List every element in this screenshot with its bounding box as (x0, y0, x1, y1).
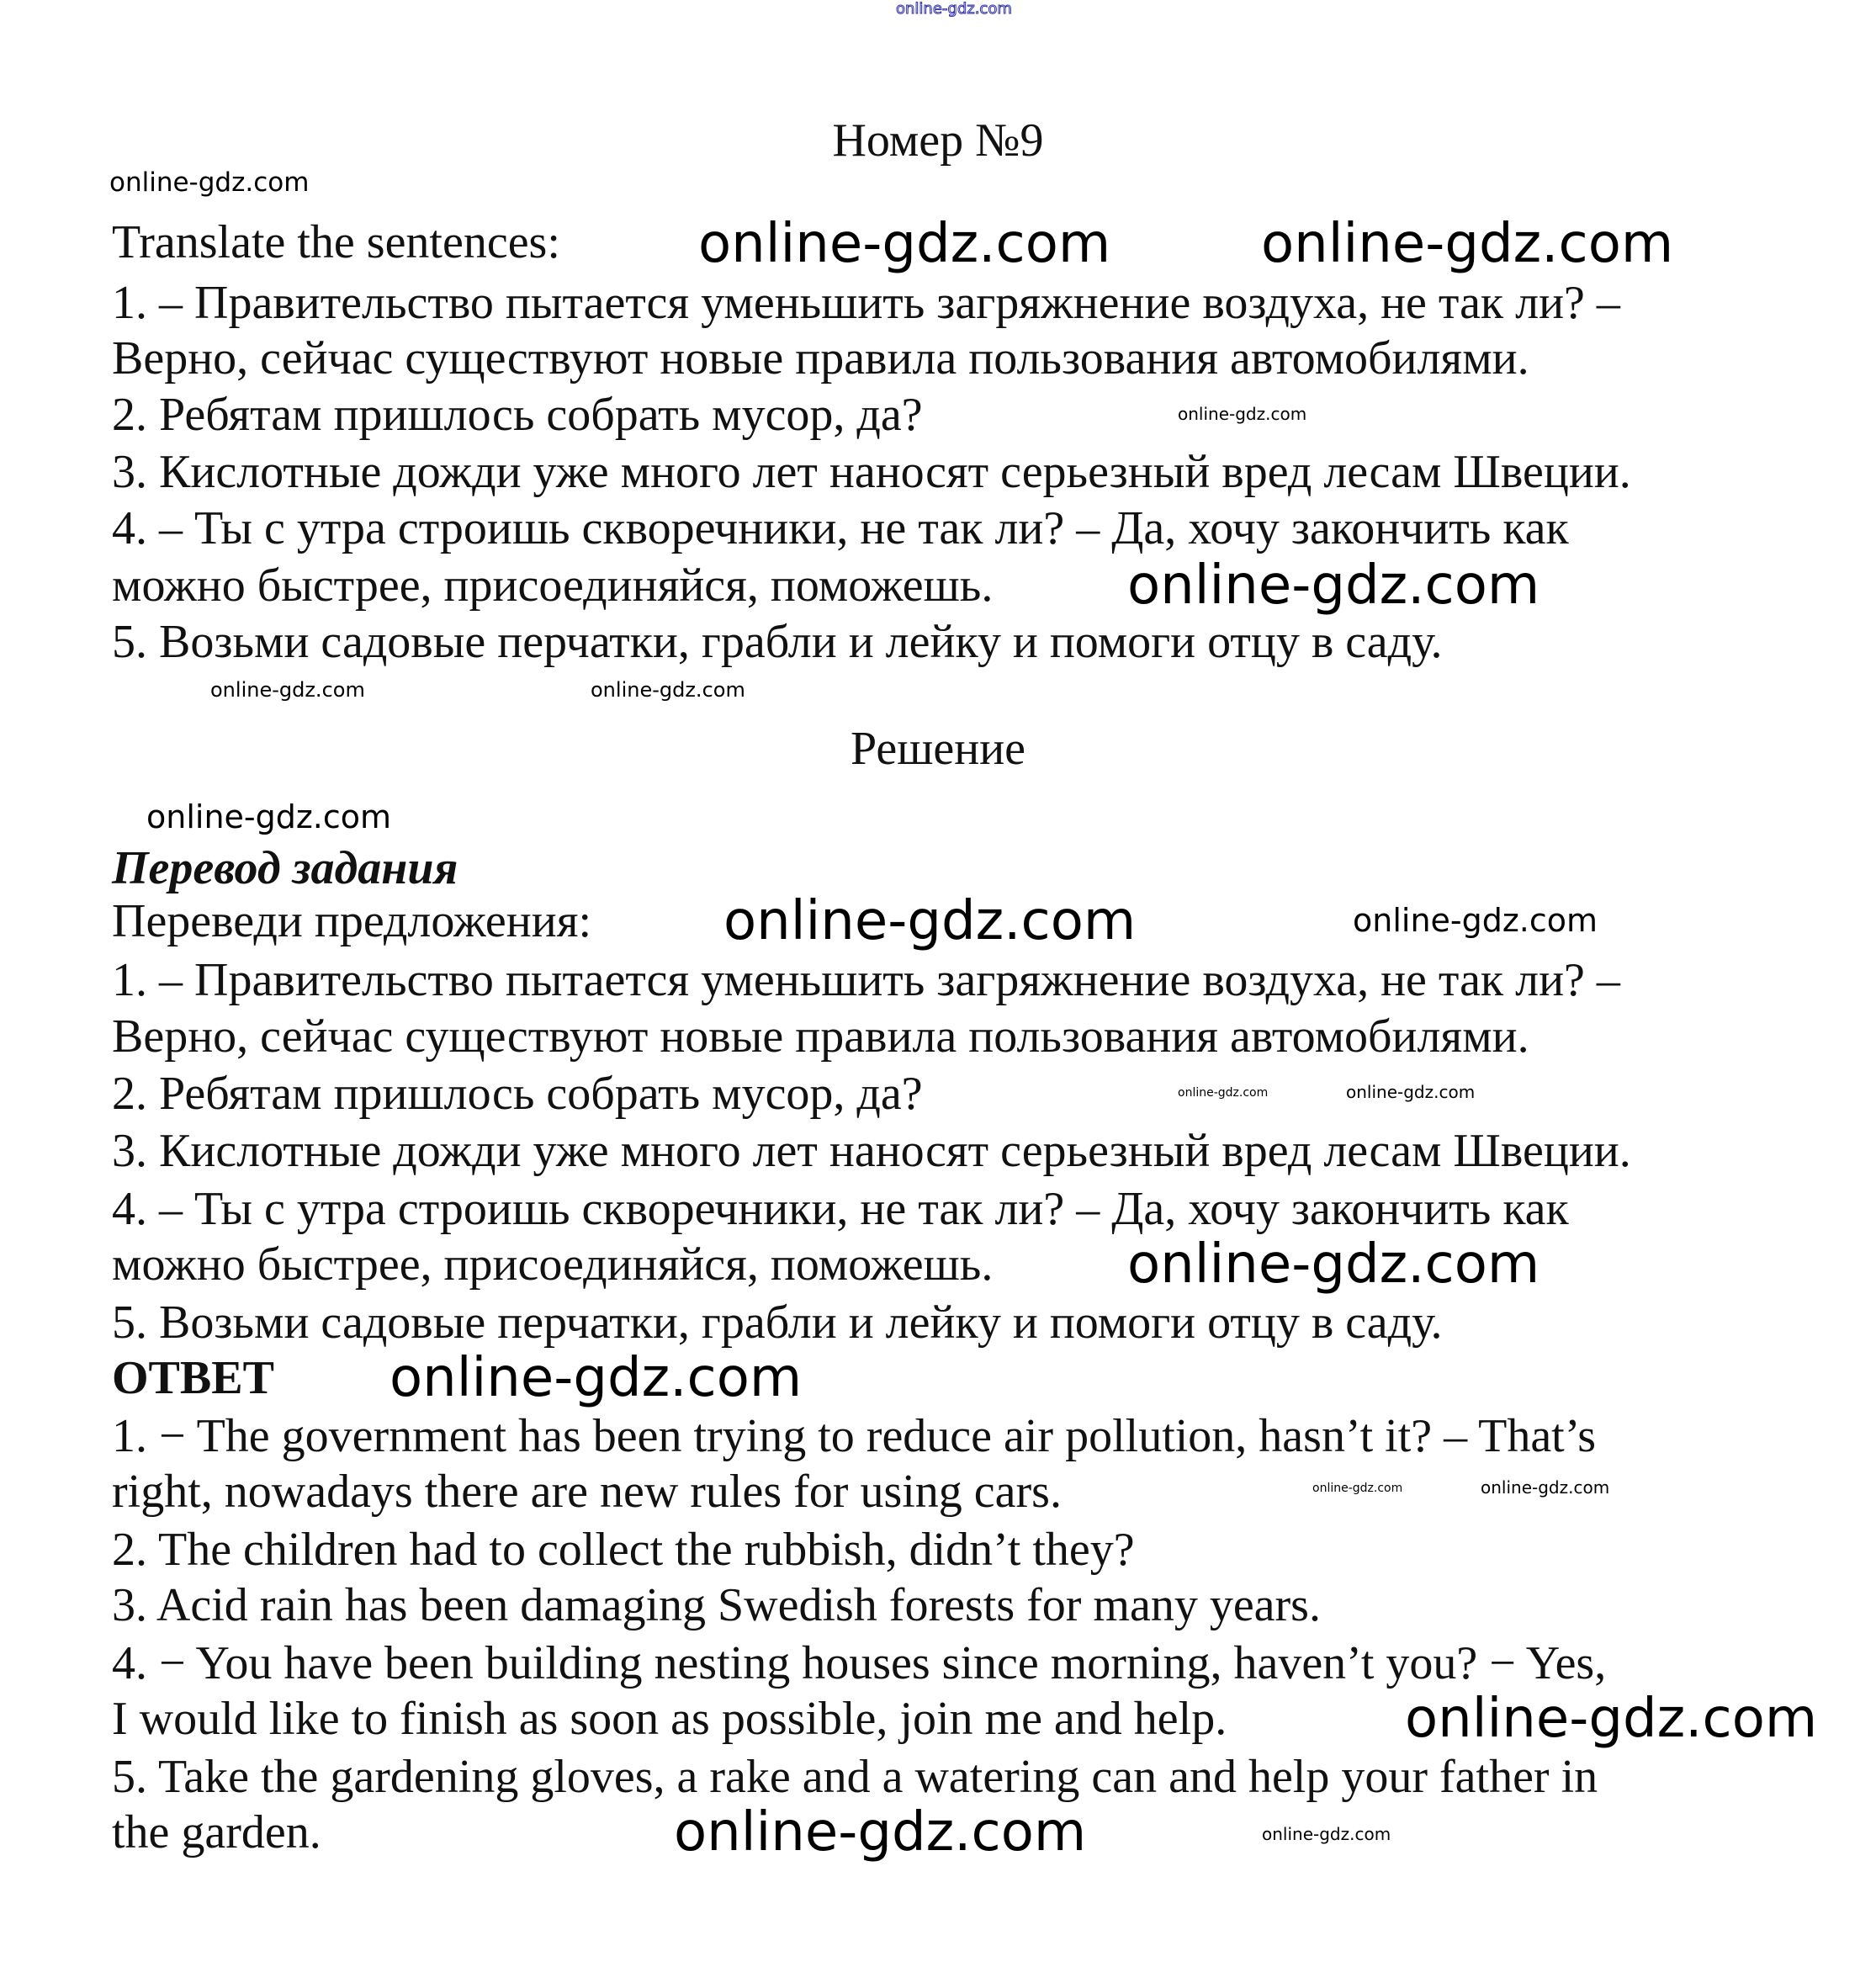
task-line: 4. – Ты с утра строишь скворечники, не так ли? – Да, хочу закончить как (112, 502, 1569, 554)
translation-heading: Перевод задания (112, 842, 458, 894)
solution-heading: Решение (850, 723, 1026, 775)
answer-line: 1. − The government has been trying to reduce air pollution, hasn’t it? – That’s (112, 1410, 1597, 1462)
watermark: online-gdz.com (698, 213, 1111, 275)
watermark: online-gdz.com (1481, 1477, 1610, 1498)
answer-line: 5. Take the gardening gloves, a rake and a watering can and help your father in (112, 1751, 1598, 1803)
watermark: online-gdz.com (1262, 1824, 1391, 1844)
page-title: Номер №9 (832, 114, 1044, 167)
translation-line: 3. Кислотные дожди уже много лет наносят серьезный вред лесам Швеции. (112, 1125, 1631, 1177)
watermark: online-gdz.com (1261, 213, 1674, 275)
watermark: online-gdz.com (146, 798, 392, 835)
watermark: online-gdz.com (1405, 1688, 1818, 1750)
watermark: online-gdz.com (591, 678, 745, 702)
translation-line: можно быстрее, присоединяйся, поможешь. (112, 1238, 994, 1291)
translation-line: 1. – Правительство пытается уменьшить загряжнение воздуха, не так ли? – (112, 954, 1620, 1006)
task-line: можно быстрее, присоединяйся, поможешь. (112, 559, 994, 612)
task-line: 3. Кислотные дожди уже много лет наносят серьезный вред лесам Швеции. (112, 446, 1631, 498)
task-heading: Translate the sentences: (112, 216, 560, 268)
answer-line: I would like to finish as soon as possible, join me and help. (112, 1693, 1227, 1745)
answer-heading: ОТВЕТ (112, 1352, 274, 1404)
watermark: online-gdz.com (390, 1347, 803, 1409)
watermark: online-gdz.com (1127, 554, 1540, 617)
task-line: Верно, сейчас существуют новые правила пользования автомобилями. (112, 332, 1529, 384)
answer-line: right, nowadays there are new rules for using cars. (112, 1466, 1062, 1518)
translation-intro: Переведи предложения: (112, 895, 592, 947)
translation-line: 4. – Ты с утра строишь скворечники, не так ли? – Да, хочу закончить как (112, 1183, 1569, 1235)
translation-line: Верно, сейчас существуют новые правила пользования автомобилями. (112, 1010, 1529, 1063)
answer-line: the garden. (112, 1806, 321, 1858)
watermark: online-gdz.com (1178, 404, 1307, 424)
answer-line: 4. − You have been building nesting houses since morning, haven’t you? − Yes, (112, 1637, 1607, 1689)
watermark: online-gdz.com (1312, 1482, 1403, 1495)
watermark: online-gdz.com (674, 1801, 1087, 1864)
watermark: online-gdz.com (723, 890, 1137, 952)
watermark: online-gdz.com (210, 678, 365, 702)
task-line: 5. Возьми садовые перчатки, грабли и лейку и помоги отцу в саду. (112, 616, 1443, 668)
watermark: online-gdz.com (109, 167, 310, 198)
answer-line: 2. The children had to collect the rubbish, didn’t they? (112, 1524, 1135, 1576)
watermark: online-gdz.com (1178, 1086, 1269, 1100)
watermark: online-gdz.com (1353, 902, 1598, 939)
watermark: online-gdz.com (896, 0, 1012, 18)
watermark: online-gdz.com (1127, 1233, 1540, 1296)
answer-line: 3. Acid rain has been damaging Swedish forests for many years. (112, 1579, 1321, 1631)
task-line: 1. – Правительство пытается уменьшить загряжнение воздуха, не так ли? – (112, 277, 1620, 329)
task-line: 2. Ребятам пришлось собрать мусор, да? (112, 389, 923, 441)
translation-line: 2. Ребятам пришлось собрать мусор, да? (112, 1068, 923, 1120)
watermark: online-gdz.com (1346, 1082, 1476, 1102)
translation-line: 5. Возьми садовые перчатки, грабли и лейку и помоги отцу в саду. (112, 1296, 1443, 1349)
